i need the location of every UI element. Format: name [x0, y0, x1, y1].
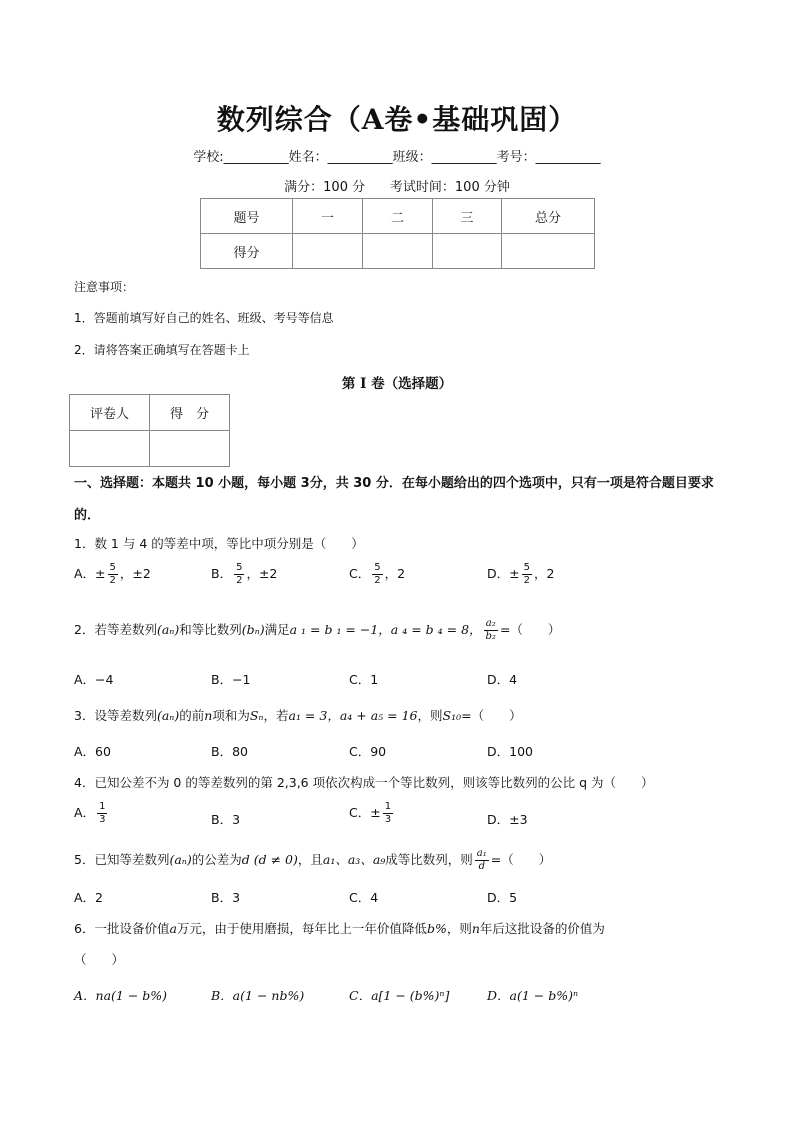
- option-d: D．5: [487, 890, 518, 905]
- grader-cell[interactable]: [150, 431, 230, 467]
- stem-text: 满足: [264, 622, 290, 637]
- fraction-denominator: 3: [99, 814, 106, 825]
- math-expr: n: [471, 921, 480, 936]
- stem-text: 成等比数列，则: [385, 852, 473, 867]
- stem-text: 项和为: [212, 708, 250, 723]
- stem-text: ，则: [417, 708, 443, 723]
- table-header-cell: 评卷人: [70, 395, 150, 431]
- option-b: B．80: [211, 744, 248, 759]
- table-header-cell: 一: [293, 199, 363, 234]
- stem-text: 5．已知等差数列: [74, 852, 170, 867]
- grader-cell[interactable]: [70, 431, 150, 467]
- notes-heading: 注意事项：: [74, 280, 135, 294]
- question-stem: 1．数 1 与 4 的等差中项，等比中项分别是（ ）: [74, 536, 364, 551]
- score-cell[interactable]: [502, 234, 595, 269]
- option-label: B．: [211, 566, 233, 581]
- option-suffix: ，±2: [119, 566, 151, 581]
- option-b: [211, 562, 277, 587]
- table-row: [201, 234, 595, 269]
- stem-text: 万元，由于使用磨损，每年比上一年价值降低: [176, 921, 427, 936]
- stem-text: 的公差为: [191, 852, 242, 867]
- exam-meta-line: 满分：100 分 考试时间：100 分钟: [284, 180, 510, 195]
- math-expr: a ₁ = b ₁ = −1，a ₄ = b ₄ = 8，: [289, 622, 482, 637]
- option-b: B．3: [211, 890, 241, 905]
- fraction-numerator: a₁: [476, 848, 487, 859]
- question-stem-continued: （ ）: [74, 952, 125, 967]
- question-stem: 4．已知公差不为 0 的等差数列的第 2,3,6 项依次构成一个等比数列，则该等比数列的公比 q 为（ ）: [74, 775, 654, 790]
- question-stem: [74, 618, 560, 643]
- table-header-cell: 二: [363, 199, 433, 234]
- table-row: [201, 199, 595, 234]
- question-stem: [74, 848, 551, 873]
- page-title: 数列综合（A卷•基础巩固）: [216, 103, 578, 136]
- fraction-numerator: a₂: [484, 618, 498, 631]
- stem-text: 3．设等差数列: [74, 708, 157, 723]
- option-suffix: ，±2: [246, 566, 278, 581]
- fraction: [383, 801, 393, 826]
- score-table: [200, 198, 595, 269]
- option-c: C．4: [349, 890, 379, 905]
- option-c: C．1: [349, 672, 379, 687]
- student-info-line: 学校:__________姓名：__________班级：__________考号：__________: [193, 150, 601, 165]
- math-expr: Sₙ: [249, 708, 264, 723]
- fraction-numerator: 5: [523, 562, 530, 573]
- math-expr: (aₙ): [169, 852, 192, 867]
- stem-text: 2．若等差数列: [74, 622, 157, 637]
- math-expr: (bₙ): [241, 622, 265, 637]
- fraction: [234, 562, 244, 587]
- fraction-numerator: 1: [384, 801, 392, 812]
- grader-table: [69, 394, 230, 467]
- option-a: A．2: [74, 890, 104, 905]
- math-expr: b%: [426, 921, 447, 936]
- stem-text: ，且: [297, 852, 323, 867]
- option-b: B．3: [211, 812, 241, 827]
- table-header-cell: 得 分: [150, 395, 230, 431]
- stem-text: =（ ）: [490, 852, 552, 867]
- stem-text: =（ ）: [461, 708, 522, 723]
- stem-text: =（ ）: [499, 622, 561, 637]
- score-cell[interactable]: [293, 234, 363, 269]
- fraction-denominator: 2: [374, 575, 381, 586]
- table-row: [70, 395, 230, 431]
- score-cell[interactable]: [363, 234, 433, 269]
- stem-text: 和等比数列: [179, 622, 242, 637]
- option-d: D．a(1 − b%)ⁿ: [487, 988, 579, 1003]
- option-c: C．90: [349, 744, 387, 759]
- table-header-cell: 题号: [201, 199, 293, 234]
- option-suffix: ，2: [384, 566, 406, 581]
- option-c: [349, 562, 405, 587]
- math-expr: d (d ≠ 0): [241, 852, 298, 867]
- table-row: [70, 431, 230, 467]
- option-a: A．na(1 − b%): [74, 988, 168, 1003]
- option-label: A．: [74, 805, 96, 820]
- option-b: B．−1: [211, 672, 251, 687]
- table-header-cell: 三: [433, 199, 502, 234]
- fraction-denominator: 3: [384, 814, 392, 825]
- math-expr: n: [204, 708, 213, 723]
- option-c: [349, 801, 395, 826]
- fraction: [108, 562, 118, 587]
- fraction-denominator: b₂: [485, 631, 496, 642]
- table-header-cell: 总分: [502, 199, 595, 234]
- option-d: D．100: [487, 744, 533, 759]
- option-label: D．±: [487, 566, 520, 581]
- option-d: [487, 562, 554, 587]
- option-a: [74, 562, 151, 587]
- fraction: [372, 562, 382, 587]
- option-suffix: ，2: [533, 566, 555, 581]
- math-expr: a: [169, 921, 177, 936]
- math-expr: a₁ = 3，a₄ + a₅ = 16: [288, 708, 418, 723]
- fraction-denominator: 2: [523, 575, 530, 586]
- table-row-label: 得分: [201, 234, 293, 269]
- note-item: 1．答题前填写好自己的姓名、班级、考号等信息: [74, 311, 334, 325]
- option-c: C．a[1 − (b%)ⁿ]: [349, 988, 450, 1003]
- stem-text: ，若: [263, 708, 289, 723]
- stem-text: 6．一批设备价值: [74, 921, 170, 936]
- fraction-numerator: 5: [109, 562, 116, 573]
- option-d: D．±3: [487, 812, 528, 827]
- option-a: [74, 801, 109, 826]
- fraction: [475, 848, 489, 873]
- fraction-numerator: 1: [99, 801, 106, 812]
- math-expr: a₁、a₃、a₉: [322, 852, 386, 867]
- fraction-denominator: 2: [236, 575, 243, 586]
- fraction-denominator: 2: [109, 575, 116, 586]
- section-title: 第 I 卷（选择题）: [341, 376, 453, 392]
- option-a: A．−4: [74, 672, 114, 687]
- option-label: C．: [349, 566, 371, 581]
- option-d: D．4: [487, 672, 518, 687]
- fraction-denominator: d: [478, 861, 485, 872]
- fraction: [97, 801, 107, 826]
- fraction-numerator: 5: [374, 562, 381, 573]
- option-label: A．±: [74, 566, 106, 581]
- score-cell[interactable]: [433, 234, 502, 269]
- section-description: 一、选择题：本题共 10 小题，每小题 3分，共 30 分．在每小题给出的四个选项中，只有一项是符合题目要求的．: [74, 476, 714, 523]
- math-expr: (aₙ): [156, 622, 180, 637]
- fraction-numerator: 5: [236, 562, 243, 573]
- stem-text: 的前: [179, 708, 205, 723]
- question-stem: [74, 706, 522, 724]
- stem-text: ，则: [446, 921, 472, 936]
- option-label: C．±: [349, 805, 381, 820]
- math-expr: S₁₀: [442, 708, 462, 723]
- stem-text: 年后这批设备的价值为: [479, 921, 605, 936]
- math-expr: (aₙ): [156, 708, 180, 723]
- option-b: B．a(1 − nb%): [211, 988, 305, 1003]
- fraction: [522, 562, 532, 587]
- fraction: [484, 618, 498, 643]
- note-item: 2．请将答案正确填写在答题卡上: [74, 343, 250, 357]
- option-a: A．60: [74, 744, 111, 759]
- question-stem: [74, 919, 605, 937]
